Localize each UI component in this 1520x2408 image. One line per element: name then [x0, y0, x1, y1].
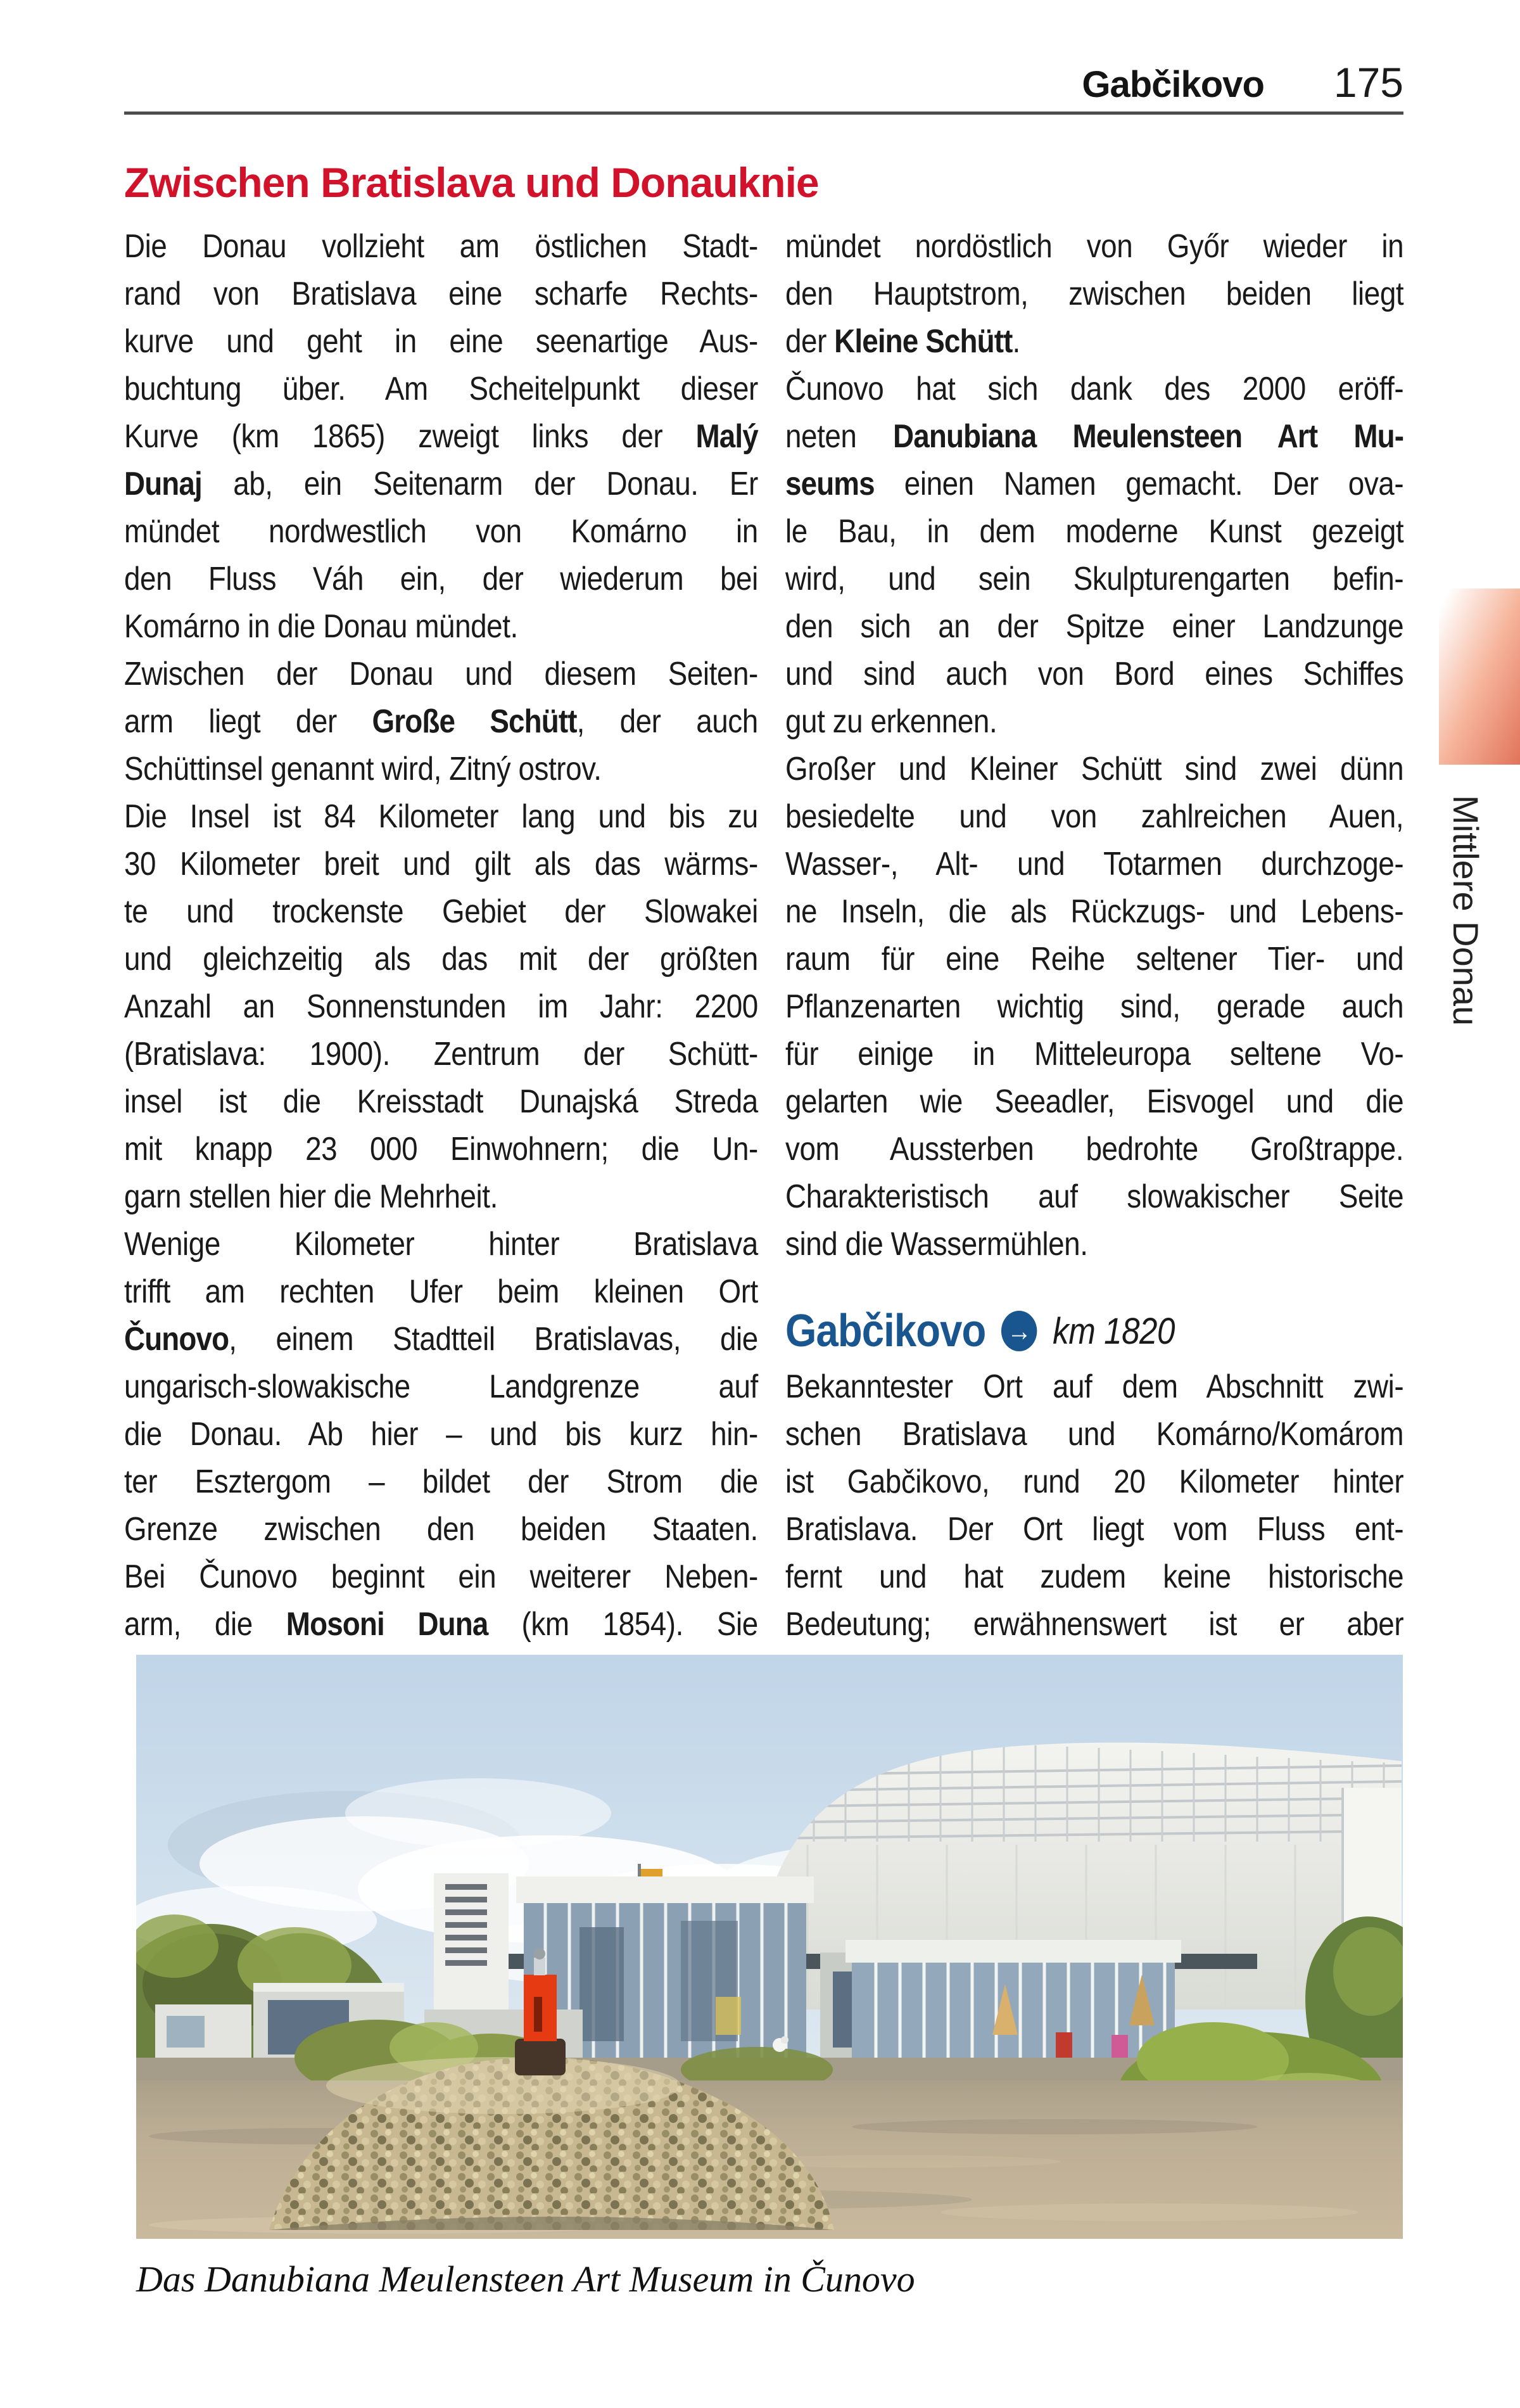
- text-line: Charakteristisch auf slowakischer Seite: [785, 1178, 1404, 1215]
- page-number: 175: [1333, 59, 1403, 106]
- text-line: der Kleine Schütt.: [785, 323, 1020, 360]
- text-line: Wasser-, Alt- und Totarmen durchzoge-: [785, 846, 1404, 882]
- page-title: Zwischen Bratislava und Donauknie: [124, 159, 819, 207]
- text-line: arm, die Mosoni Duna (km 1854). Sie: [124, 1606, 758, 1643]
- arrow-right-circle-icon: →: [1001, 1311, 1037, 1351]
- louver-tower: [434, 1873, 509, 2010]
- text-line: die Donau. Ab hier – und bis kurz hin-: [124, 1416, 758, 1453]
- text-line: arm liegt der Große Schütt, der auch: [124, 703, 758, 740]
- text-line: wird, und sein Skulpturengarten befin-: [785, 561, 1404, 597]
- text-line: vom Aussterben bedrohte Großtrappe.: [785, 1131, 1404, 1168]
- text-line: Die Donau vollzieht am östlichen Stadt-: [124, 228, 758, 265]
- text-line: den sich an der Spitze einer Landzunge: [785, 608, 1404, 645]
- text-line: sind die Wassermühlen.: [785, 1226, 1088, 1263]
- section-color-tab: [1439, 589, 1520, 765]
- text-line: für einige in Mitteleuropa seltene Vo-: [785, 1036, 1404, 1073]
- text-line: den Hauptstrom, zwischen beiden liegt: [785, 276, 1404, 312]
- text-line: ist Gabčikovo, rund 20 Kilometer hinter: [785, 1463, 1404, 1500]
- text-line: buchtung über. Am Scheitelpunkt dieser: [124, 371, 758, 407]
- text-line: te und trockenste Gebiet der Slowakei: [124, 893, 758, 930]
- text-line: rand von Bratislava eine scharfe Rechts-: [124, 276, 758, 312]
- text-line: Schüttinsel genannt wird, Zitný ostrov.: [124, 751, 602, 787]
- text-line: ne Inseln, die als Rückzugs- und Lebens-: [785, 893, 1404, 930]
- text-line: Großer und Kleiner Schütt sind zwei dünn: [785, 751, 1404, 787]
- subheading-title: Gabčikovo: [785, 1305, 986, 1356]
- text-line: Pflanzenarten wichtig sind, gerade auch: [785, 988, 1404, 1025]
- text-line: Bedeutung; erwähnenswert ist er aber: [785, 1606, 1404, 1643]
- text-line: Čunovo, einem Stadtteil Bratislavas, die: [124, 1321, 758, 1358]
- photo-figure: [136, 1655, 1403, 2300]
- photo-danubiana-museum: [136, 1655, 1403, 2239]
- text-line: mündet nordwestlich von Komárno in: [124, 513, 758, 550]
- text-line: und gleichzeitig als das mit der größten: [124, 941, 758, 978]
- text-line: gelarten wie Seeadler, Eisvogel und die: [785, 1083, 1404, 1120]
- text-line: 30 Kilometer breit und gilt als das wärms-: [124, 846, 758, 882]
- photo-caption: Das Danubiana Meulensteen Art Museum in Čunovo: [136, 2258, 915, 2300]
- header-rule: [124, 111, 1403, 115]
- text-line: (Bratislava: 1900). Zentrum der Schütt-: [124, 1036, 758, 1073]
- text-line: gut zu erkennen.: [785, 703, 998, 740]
- text-line: Die Insel ist 84 Kilometer lang und bis zu: [124, 798, 758, 835]
- text-line: Dunaj ab, ein Seitenarm der Donau. Er: [124, 466, 758, 502]
- text-line: den Fluss Váh ein, der wiederum bei: [124, 561, 758, 597]
- text-line: kurve und geht in eine seenartige Aus-: [124, 323, 758, 360]
- glass-pavilion: [846, 1940, 1181, 2077]
- text-line: besiedelte und von zahlreichen Auen,: [785, 798, 1404, 835]
- text-line: ter Esztergom – bildet der Strom die: [124, 1463, 758, 1500]
- text-line: Kurve (km 1865) zweigt links der Malý: [124, 418, 758, 455]
- text-line: neten Danubiana Meulensteen Art Mu-: [785, 418, 1404, 455]
- text-line: Anzahl an Sonnenstunden im Jahr: 2200: [124, 988, 758, 1025]
- text-line: Komárno in die Donau mündet.: [124, 608, 518, 645]
- text-line: seums einen Namen gemacht. Der ova-: [785, 466, 1404, 502]
- left-text-column: [124, 223, 758, 1648]
- text-line: insel ist die Kreisstadt Dunajská Streda: [124, 1083, 758, 1120]
- text-line: schen Bratislava und Komárno/Komárom: [785, 1416, 1404, 1453]
- text-line: mündet nordöstlich von Győr wieder in: [785, 228, 1404, 265]
- text-line: Zwischen der Donau und diesem Seiten-: [124, 656, 758, 692]
- running-head-title: Gabčikovo: [1082, 64, 1264, 105]
- running-head: [124, 58, 1403, 106]
- text-line: raum für eine Reihe seltener Tier- und: [785, 941, 1404, 978]
- text-line: Bei Čunovo beginnt ein weiterer Neben-: [124, 1558, 758, 1595]
- right-text-column: [785, 223, 1403, 1648]
- text-line: trifft am rechten Ufer beim kleinen Ort: [124, 1273, 758, 1310]
- text-line: Wenige Kilometer hinter Bratislava: [124, 1226, 758, 1263]
- text-line: Čunovo hat sich dank des 2000 eröff-: [785, 371, 1404, 407]
- text-line: mit knapp 23 000 Einwohnern; die Un-: [124, 1131, 758, 1168]
- section-tab-label: Mittlere Donau: [1446, 795, 1486, 1026]
- text-line: Bratislava. Der Ort liegt vom Fluss ent-: [785, 1511, 1404, 1548]
- text-line: le Bau, in dem moderne Kunst gezeigt: [785, 513, 1404, 550]
- text-line: und sind auch von Bord eines Schiffes: [785, 656, 1404, 692]
- text-line: garn stellen hier die Mehrheit.: [124, 1178, 498, 1215]
- text-line: Grenze zwischen den beiden Staaten.: [124, 1511, 758, 1548]
- section-subheading: [785, 1268, 1403, 1363]
- text-line: ungarisch-slowakische Landgrenze auf: [124, 1368, 758, 1405]
- text-line: Bekanntester Ort auf dem Abschnitt zwi-: [785, 1368, 1404, 1405]
- river-km-label: km 1820: [1053, 1310, 1175, 1352]
- text-line: fernt und hat zudem keine historische: [785, 1558, 1404, 1595]
